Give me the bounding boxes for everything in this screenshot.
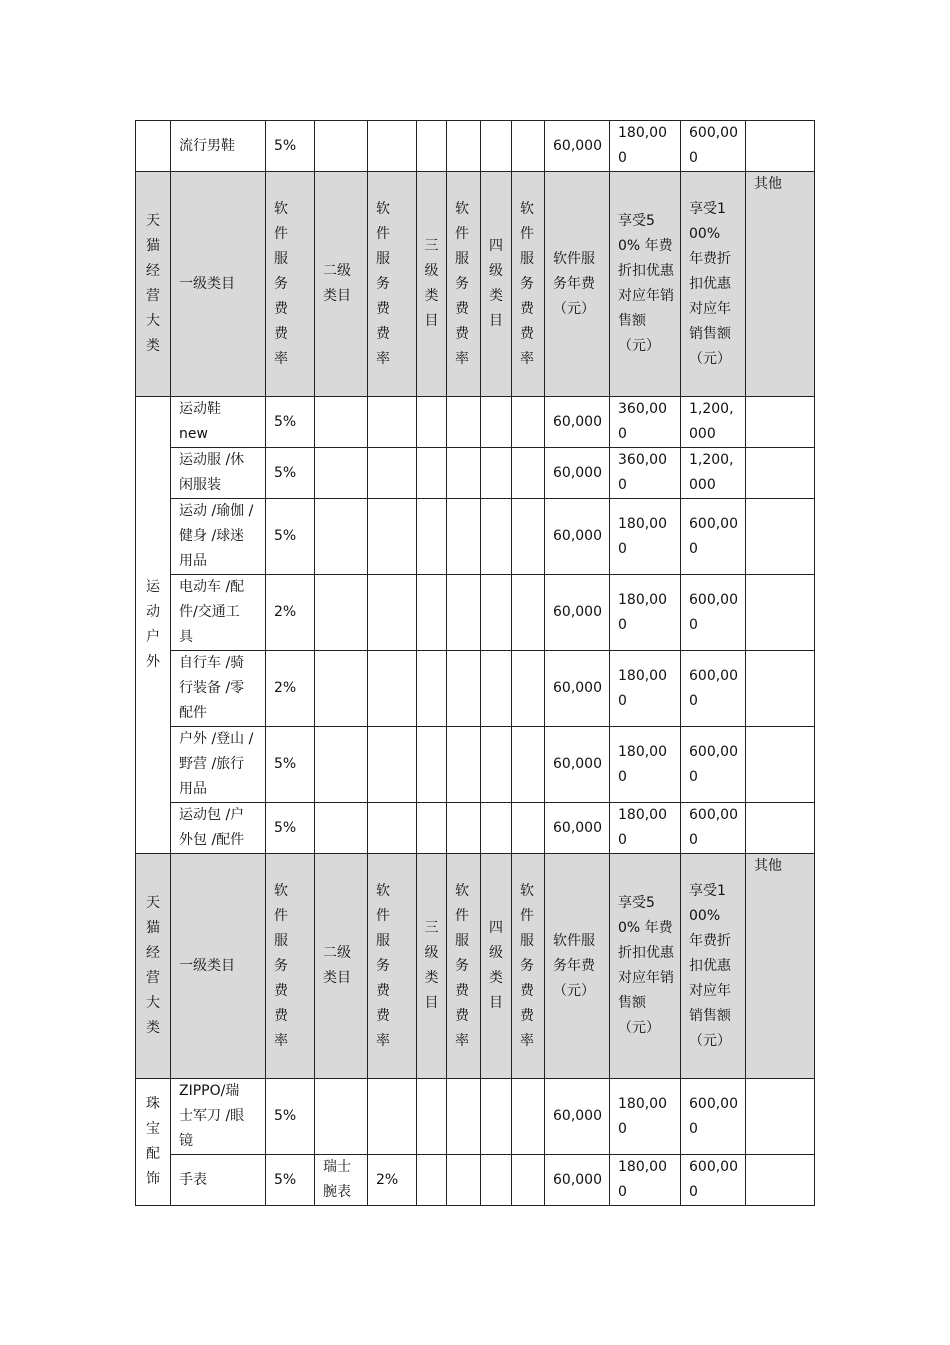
- header-l4: 四级类目: [481, 854, 512, 1079]
- other-cell: [746, 1155, 815, 1206]
- header-rate: 软件服务费费率: [266, 854, 315, 1079]
- fee-cell: 60,000: [545, 1155, 610, 1206]
- l1-cell: 流行男鞋: [171, 121, 266, 172]
- fee-cell: 60,000: [545, 1079, 610, 1155]
- full-cell: 1,200, 000: [681, 397, 746, 448]
- full-cell: 600,00 0: [681, 651, 746, 727]
- header-l4-rate: 软件服务费费率: [512, 172, 545, 397]
- header-l2: 二级类目: [315, 172, 368, 397]
- table-row: [136, 121, 815, 172]
- half-cell: 360,00 0: [610, 448, 681, 499]
- header-full: 享受100%年费折扣优惠对应年销售额（元）: [681, 172, 746, 397]
- rate-cell: 5%: [266, 121, 315, 172]
- fee-cell: 60,000: [545, 448, 610, 499]
- l1-cell: 电动车 /配 件/交通工 具: [171, 575, 266, 651]
- header-other: 其他: [746, 854, 815, 1079]
- half-cell: 180,00 0: [610, 121, 681, 172]
- full-cell: 600,00 0: [681, 575, 746, 651]
- header-l3-rate: 软件服务费费率: [447, 172, 481, 397]
- other-cell: [746, 397, 815, 448]
- full-cell: 600,00 0: [681, 1079, 746, 1155]
- rate-cell: 5%: [266, 803, 315, 854]
- fee-table: [135, 120, 815, 1206]
- fee-cell: 60,000: [545, 397, 610, 448]
- fee-cell: 60,000: [545, 575, 610, 651]
- l1-cell: 运动 /瑜伽 / 健身 /球迷 用品: [171, 499, 266, 575]
- header-half: 享受50% 年费折扣优惠对应年销售额（元）: [610, 172, 681, 397]
- full-cell: 600,00 0: [681, 803, 746, 854]
- other-cell: [746, 448, 815, 499]
- rate-cell: 5%: [266, 1079, 315, 1155]
- half-cell: 180,00 0: [610, 803, 681, 854]
- table-row: [136, 651, 815, 727]
- rate-cell: 2%: [266, 575, 315, 651]
- half-cell: 180,00 0: [610, 651, 681, 727]
- l2-rate-cell: 2%: [368, 1155, 417, 1206]
- header-l2: 二级类目: [315, 854, 368, 1079]
- l1-cell: 自行车 /骑 行装备 /零 配件: [171, 651, 266, 727]
- table-row: [136, 803, 815, 854]
- table-row: [136, 448, 815, 499]
- other-cell: [746, 575, 815, 651]
- half-cell: 180,00 0: [610, 1079, 681, 1155]
- fee-cell: 60,000: [545, 727, 610, 803]
- header-half: 享受50% 年费折扣优惠对应年销售额（元）: [610, 854, 681, 1079]
- l1-cell: 运动服 /休 闲服装: [171, 448, 266, 499]
- half-cell: 180,00 0: [610, 1155, 681, 1206]
- half-cell: 180,00 0: [610, 575, 681, 651]
- table-row: [136, 1079, 815, 1155]
- header-l4: 四级类目: [481, 172, 512, 397]
- rate-cell: 5%: [266, 727, 315, 803]
- rate-cell: 5%: [266, 499, 315, 575]
- header-fee: 软件服务年费（元）: [545, 172, 610, 397]
- full-cell: 600,00 0: [681, 1155, 746, 1206]
- major-cell-sports: 运动户外: [136, 397, 171, 854]
- other-cell: [746, 803, 815, 854]
- full-cell: 600,00 0: [681, 499, 746, 575]
- header-row: [136, 854, 815, 1079]
- header-major: 天猫经营大类: [136, 854, 171, 1079]
- table-row: [136, 575, 815, 651]
- l1-cell: 户外 /登山 / 野营 /旅行 用品: [171, 727, 266, 803]
- half-cell: 180,00 0: [610, 727, 681, 803]
- fee-cell: 60,000: [545, 803, 610, 854]
- l2-cell: 瑞士 腕表: [315, 1155, 368, 1206]
- header-l2-rate: 软件服务费费率: [368, 172, 417, 397]
- other-cell: [746, 651, 815, 727]
- header-l1: 一级类目: [171, 172, 266, 397]
- header-l3: 三级类目: [417, 854, 447, 1079]
- rate-cell: 5%: [266, 397, 315, 448]
- rate-cell: 2%: [266, 651, 315, 727]
- other-cell: [746, 727, 815, 803]
- table-row: [136, 1155, 815, 1206]
- fee-cell: 60,000: [545, 121, 610, 172]
- major-cell: [136, 121, 171, 172]
- l1-cell: ZIPPO/瑞 士军刀 /眼 镜: [171, 1079, 266, 1155]
- header-rate: 软件服务费费率: [266, 172, 315, 397]
- half-cell: 360,00 0: [610, 397, 681, 448]
- header-l3-rate: 软件服务费费率: [447, 854, 481, 1079]
- header-full: 享受100%年费折扣优惠对应年销售额（元）: [681, 854, 746, 1079]
- half-cell: 180,00 0: [610, 499, 681, 575]
- other-cell: [746, 499, 815, 575]
- header-l1: 一级类目: [171, 854, 266, 1079]
- header-fee: 软件服务年费（元）: [545, 854, 610, 1079]
- l1-cell: 手表: [171, 1155, 266, 1206]
- fee-cell: 60,000: [545, 499, 610, 575]
- full-cell: 600,00 0: [681, 727, 746, 803]
- header-other: 其他: [746, 172, 815, 397]
- major-cell-jewelry: 珠宝配饰: [136, 1079, 171, 1206]
- header-l2-rate: 软件服务费费率: [368, 854, 417, 1079]
- table-row: [136, 397, 815, 448]
- table-row: [136, 499, 815, 575]
- l1-cell: 运动鞋 new: [171, 397, 266, 448]
- rate-cell: 5%: [266, 448, 315, 499]
- table-row: [136, 727, 815, 803]
- other-cell: [746, 121, 815, 172]
- fee-cell: 60,000: [545, 651, 610, 727]
- other-cell: [746, 1079, 815, 1155]
- full-cell: 600,00 0: [681, 121, 746, 172]
- rate-cell: 5%: [266, 1155, 315, 1206]
- header-l4-rate: 软件服务费费率: [512, 854, 545, 1079]
- l1-cell: 运动包 /户 外包 /配件: [171, 803, 266, 854]
- header-row: [136, 172, 815, 397]
- full-cell: 1,200, 000: [681, 448, 746, 499]
- header-l3: 三级类目: [417, 172, 447, 397]
- header-major: 天猫经营大类: [136, 172, 171, 397]
